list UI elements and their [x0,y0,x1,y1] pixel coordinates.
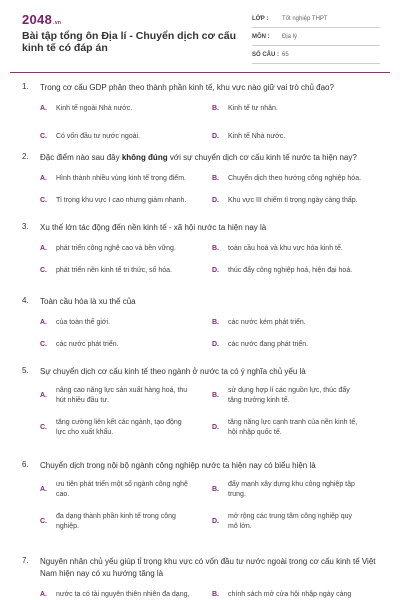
question-text: Trong cơ cấu GDP phân theo thành phần kinh tế, khu vực nào giữ vai trò chủ đạo? [40,83,334,92]
question-number: 7. [22,556,29,565]
question-number: 2. [22,152,29,161]
question-text: Đặc điểm nào sau đây không đúng với sự chuyển dịch cơ cấu kinh tế nước ta hiện nay? [40,153,357,162]
question-number: 6. [22,460,29,469]
question-number: 4. [22,296,29,305]
meta-row-count [252,50,380,64]
question-number: 3. [22,222,29,231]
question-text: Xu thế lớn tác động đến nền kinh tế - xã hội nước ta hiện nay là [40,223,267,232]
meta-value: 65 [282,52,289,58]
question-number: 5. [22,366,29,375]
option-b[interactable]: B. đẩy mạnh xây dựng khu công nghiệp tập trung. [212,481,355,498]
question-number: 1. [22,82,29,91]
question-text: Toàn cầu hóa là xu thế của [40,297,136,306]
option-a[interactable]: A. ưu tiên phát triển một số ngành công nghệ cao. [40,481,188,498]
document-header [0,0,400,74]
question-text: Nguyên nhân chủ yếu giúp tỉ trọng khu vực có vốn đầu tư nước ngoài trong cơ cấu kinh tế Việt Nam hiện nay có xu hướng tăng là [40,557,376,578]
option-c[interactable]: C. tăng cường liên kết các ngành, tạo động lực cho xuất khẩu. [40,419,182,436]
meta-label: LỚP : [252,16,269,22]
document-page: 2048.vn Bài tập tổng ôn Địa lí - Chuyển dịch cơ cấu kinh tế có đáp án LỚP : Tốt nghiệp THPT MÔN : Địa lý SỐ CÂU : 65 1. Trong cơ cấu GDP phân theo thành phần kinh tế, khu vực nào giữ vai trò chủ đạo? A. Kinh tế ngoài Nhà nước. B. Kinh tế tư nhân. C. Có vốn đầu tư nước ngoài. D. Kinh tế Nhà nước. 2. Đặc điểm nào sau đây không đúng với sự chuyển dịch cơ cấu kinh tế nước ta hiện nay? A. Hình thành nhiều vùng kinh tế trọng điểm. B. Chuyển dịch theo hướng công nghiệp hóa. C. Tỉ trọng khu vực I cao nhưng giảm nhanh. D. Khu vực III chiếm tỉ trọng ngày càng thấp. 3. Xu thế lớn tác động đến nền kinh tế - xã hội nước ta hiện nay là A. phát triển công nghệ cao và bền vững. B. toàn cầu hoá và khu vực hóa kinh tế. C. phát triển nền kinh tế tri thức, số hóa. D. thúc đẩy công nghiệp hoá, hiện đại hoá. 4. Toàn cầu hóa là xu thế của A. của toàn thế giới. B. các nước kém phát triển. C. các nước phát triển. D. các nước đang phát triển. 5. Sự chuyển dịch cơ cấu kinh tế theo ngành ở nước ta có ý nghĩa chủ yếu là A. nâng cao năng lực sản xuất hàng hoá, thu hút nhiều đầu tư. B. sử dụng hợp lí các nguồn lực, thúc đẩy tăng trưởng kinh tế. C. tăng cường liên kết các ngành, tạo động lực cho xuất khẩu. D. tăng năng lực cạnh tranh của nền kinh tế, hội nhập quốc tế. 6. Chuyển dịch trong nội bộ ngành công nghiệp nước ta hiện nay có biểu hiện là A. ưu tiên phát triển một số ngành công nghệ cao. B. đẩy mạnh xây dựng khu công nghiệp tập trung. C. đa dạng thành phần kinh tế trong công nghiệp. D. mở rộng các trung tâm công nghiệp quy mô lớn. 7. Nguyên nhân chủ yếu giúp tỉ trọng khu vực có vốn đầu tư nước ngoài trong cơ cấu kinh tế Việt Nam hiện nay có xu hướng tăng là A. nước ta có tài nguyên thiên nhiên đa dạng, B. chính sách mở cửa hội nhập ngày càng [0,0,400,600]
question-text: Sự chuyển dịch cơ cấu kinh tế theo ngành ở nước ta có ý nghĩa chủ yếu là [40,367,306,376]
document-meta [252,14,380,68]
meta-value: Địa lý [282,34,298,40]
header-divider [10,72,390,73]
option-b[interactable]: B. sử dụng hợp lí các nguồn lực, thúc đẩy tăng trưởng kinh tế. [212,387,350,404]
meta-row-subject [252,32,380,46]
option-d[interactable]: D. mở rộng các trung tâm công nghiệp quy mô lớn. [212,513,353,530]
site-logo[interactable]: 2048.vn [22,12,62,27]
meta-label: MÔN : [252,34,270,40]
option-c[interactable]: C. đa dạng thành phần kinh tế trong công nghiệp. [40,513,176,530]
document-title: Bài tập tổng ôn Địa lí - Chuyển dịch cơ cấu kinh tế có đáp án [22,30,236,54]
question-text: Chuyển dịch trong nội bộ ngành công nghiệp nước ta hiện nay có biểu hiện là [40,461,316,470]
meta-label: SỐ CÂU : [252,52,279,58]
option-a[interactable]: A. nâng cao năng lực sản xuất hàng hoá, thu hút nhiều đầu tư. [40,387,188,404]
meta-value: Tốt nghiệp THPT [282,16,328,22]
meta-row-class [252,14,380,28]
option-d[interactable]: D. tăng năng lực cạnh tranh của nền kinh tế, hội nhập quốc tế. [212,419,358,436]
